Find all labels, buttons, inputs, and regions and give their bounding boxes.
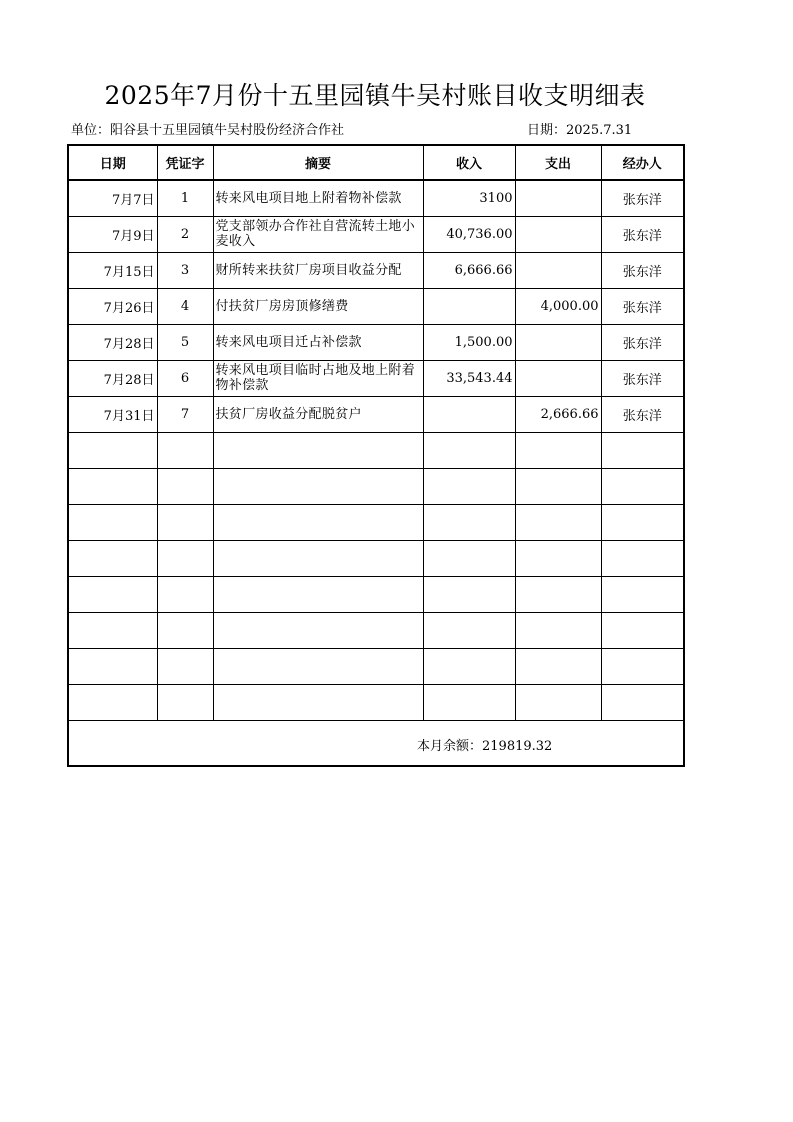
cell-handler (601, 540, 684, 576)
table-row (68, 396, 684, 432)
cell-expense (515, 468, 601, 504)
table-header-row (68, 145, 684, 180)
cell-income (423, 540, 515, 576)
header-date: 日期 (68, 145, 157, 180)
cell-voucher: 2 (157, 216, 213, 252)
cell-summary (213, 648, 423, 684)
table-row-empty (68, 576, 684, 612)
cell-handler: 张东洋 (601, 180, 684, 216)
cell-income (423, 504, 515, 540)
cell-date: 7月7日 (68, 180, 157, 216)
cell-income (423, 468, 515, 504)
cell-income (423, 648, 515, 684)
cell-income: 33,543.44 (423, 360, 515, 396)
cell-income (423, 612, 515, 648)
cell-income: 6,666.66 (423, 252, 515, 288)
header-voucher: 凭证字 (157, 145, 213, 180)
table-row-empty (68, 432, 684, 468)
balance-row (68, 720, 684, 766)
page-title: 2025年7月份十五里园镇牛吴村账目收支明细表 (104, 81, 646, 110)
cell-voucher: 3 (157, 252, 213, 288)
cell-income (423, 576, 515, 612)
balance-cell (68, 720, 684, 766)
cell-summary: 扶贫厂房收益分配脱贫户 (213, 396, 423, 432)
cell-date (68, 540, 157, 576)
cell-expense (515, 216, 601, 252)
cell-income: 3100 (423, 180, 515, 216)
cell-voucher (157, 504, 213, 540)
cell-handler (601, 684, 684, 720)
header-expense: 支出 (515, 145, 601, 180)
header-summary: 摘要 (213, 145, 423, 180)
cell-expense: 4,000.00 (515, 288, 601, 324)
cell-expense (515, 180, 601, 216)
table-row (68, 324, 684, 360)
cell-handler (601, 468, 684, 504)
cell-date: 7月9日 (68, 216, 157, 252)
cell-handler (601, 504, 684, 540)
cell-date: 7月31日 (68, 396, 157, 432)
table-row-empty (68, 468, 684, 504)
cell-date (68, 468, 157, 504)
cell-voucher: 5 (157, 324, 213, 360)
cell-handler (601, 612, 684, 648)
cell-income: 1,500.00 (423, 324, 515, 360)
cell-date (68, 576, 157, 612)
cell-handler: 张东洋 (601, 288, 684, 324)
header-handler: 经办人 (601, 145, 684, 180)
cell-income (423, 396, 515, 432)
cell-voucher (157, 612, 213, 648)
cell-summary: 党支部领办合作社自营流转土地小麦收入 (213, 216, 423, 252)
cell-income (423, 432, 515, 468)
header-income: 收入 (423, 145, 515, 180)
cell-summary (213, 540, 423, 576)
cell-income (423, 288, 515, 324)
cell-handler (601, 576, 684, 612)
table-row-empty (68, 504, 684, 540)
cell-handler: 张东洋 (601, 360, 684, 396)
cell-income: 40,736.00 (423, 216, 515, 252)
cell-voucher: 7 (157, 396, 213, 432)
cell-expense (515, 252, 601, 288)
cell-date (68, 504, 157, 540)
cell-handler: 张东洋 (601, 396, 684, 432)
cell-date (68, 612, 157, 648)
cell-voucher (157, 540, 213, 576)
cell-voucher: 4 (157, 288, 213, 324)
cell-handler: 张东洋 (601, 252, 684, 288)
cell-summary (213, 612, 423, 648)
cell-handler (601, 432, 684, 468)
cell-voucher (157, 432, 213, 468)
cell-summary: 转来风电项目地上附着物补偿款 (213, 180, 423, 216)
cell-income (423, 684, 515, 720)
date-label: 日期：2025.7.31 (527, 123, 633, 138)
cell-expense (515, 576, 601, 612)
cell-voucher (157, 648, 213, 684)
cell-voucher: 6 (157, 360, 213, 396)
monthly-balance: 本月余额：219819.32 (417, 738, 553, 754)
cell-handler (601, 648, 684, 684)
table-row-empty (68, 684, 684, 720)
table-row (68, 252, 684, 288)
cell-expense (515, 684, 601, 720)
cell-summary (213, 504, 423, 540)
cell-date: 7月15日 (68, 252, 157, 288)
cell-handler: 张东洋 (601, 324, 684, 360)
cell-summary (213, 432, 423, 468)
cell-summary (213, 576, 423, 612)
cell-date: 7月28日 (68, 360, 157, 396)
table-row (68, 180, 684, 216)
table-row (68, 360, 684, 396)
cell-date (68, 432, 157, 468)
cell-date: 7月26日 (68, 288, 157, 324)
table-row-empty (68, 540, 684, 576)
cell-expense (515, 360, 601, 396)
cell-voucher: 1 (157, 180, 213, 216)
cell-expense (515, 504, 601, 540)
table-row-empty (68, 612, 684, 648)
table-row (68, 216, 684, 252)
cell-summary (213, 684, 423, 720)
cell-date (68, 684, 157, 720)
table-row (68, 288, 684, 324)
cell-summary: 转来风电项目迁占补偿款 (213, 324, 423, 360)
unit-label: 单位：阳谷县十五里园镇牛吴村股份经济合作社 (71, 123, 345, 138)
cell-handler: 张东洋 (601, 216, 684, 252)
cell-expense: 2,666.66 (515, 396, 601, 432)
cell-summary (213, 468, 423, 504)
cell-expense (515, 540, 601, 576)
cell-summary: 付扶贫厂房房顶修缮费 (213, 288, 423, 324)
cell-voucher (157, 576, 213, 612)
cell-expense (515, 432, 601, 468)
table-row-empty (68, 648, 684, 684)
cell-date: 7月28日 (68, 324, 157, 360)
cell-voucher (157, 684, 213, 720)
ledger-table (67, 144, 685, 767)
cell-summary: 转来风电项目临时占地及地上附着物补偿款 (213, 360, 423, 396)
cell-expense (515, 612, 601, 648)
cell-expense (515, 648, 601, 684)
cell-summary: 财所转来扶贫厂房项目收益分配 (213, 252, 423, 288)
cell-date (68, 648, 157, 684)
cell-expense (515, 324, 601, 360)
cell-voucher (157, 468, 213, 504)
